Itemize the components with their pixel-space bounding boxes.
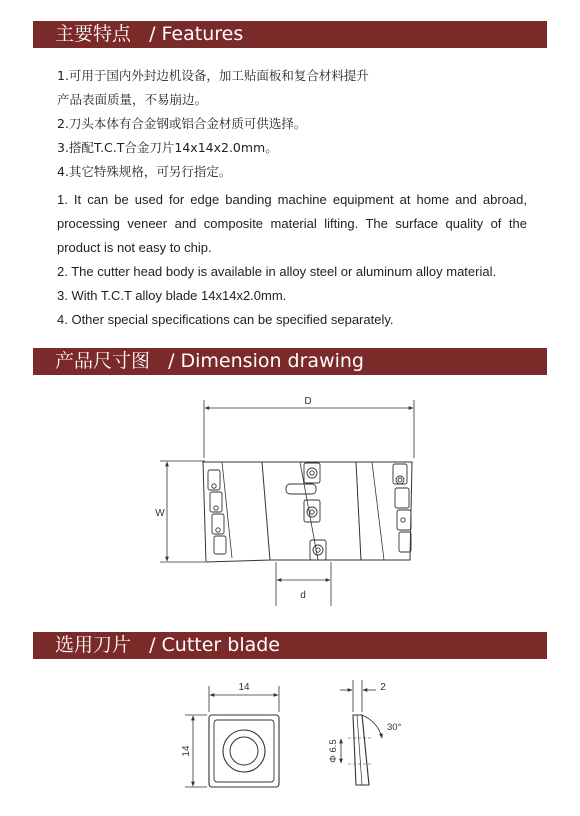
feature-cn-line: 3.搭配T.C.T合金刀片14x14x2.0mm。: [57, 140, 278, 155]
blade-header: [33, 632, 547, 659]
feature-cn-line: 4.其它特殊规格，可另行指定。: [57, 164, 232, 179]
dimension-d-label: D: [304, 396, 312, 407]
features-title-cn: 主要特点: [55, 23, 132, 45]
dimension-title-cn: 产品尺寸图: [55, 350, 151, 372]
blade-hole-label: Φ 6.5: [328, 739, 339, 763]
dimension-separator: /: [168, 350, 175, 372]
feature-en-item-2: 2. The cutter head body is available in alloy steel or aluminum alloy material.: [57, 264, 497, 279]
feature-cn-line: 产品表面质量，不易崩边。: [57, 92, 208, 107]
blade-front-view: [181, 682, 279, 787]
blade-thickness-label: 2: [380, 682, 386, 693]
blade-title-cn: 选用刀片: [55, 634, 132, 656]
blade-height-label: 14: [181, 745, 192, 757]
feature-cn-line: 1.可用于国内外封边机设备，加工贴面板和复合材料提升: [57, 68, 369, 83]
blade-title-en: Cutter blade: [161, 634, 280, 656]
blade-side-view: [328, 680, 402, 785]
feature-en-item-1: 1. It can be used for edge banding machine equipment at home and abroad, processing veneer and composite material lifting. The surface quality of the product is not easy to chip.: [57, 192, 527, 255]
features-title-en: Features: [161, 23, 244, 45]
cutter-head-drawing: [155, 396, 414, 606]
feature-en-item-3: 3. With T.C.T alloy blade 14x14x2.0mm.: [57, 288, 287, 303]
feature-cn-line: 2.刀头本体有合金钢或铝合金材质可供选择。: [57, 116, 307, 131]
blade-width-label: 14: [238, 682, 250, 693]
blade-separator: /: [149, 634, 156, 656]
dimension-title-en: Dimension drawing: [180, 350, 364, 372]
dimension-bore-label: d: [300, 590, 306, 601]
blade-angle-label: 30°: [387, 722, 402, 733]
features-separator: /: [149, 23, 156, 45]
feature-en-item-4: 4. Other special specifications can be specified separately.: [57, 312, 394, 327]
dimension-w-label: W: [155, 508, 165, 519]
